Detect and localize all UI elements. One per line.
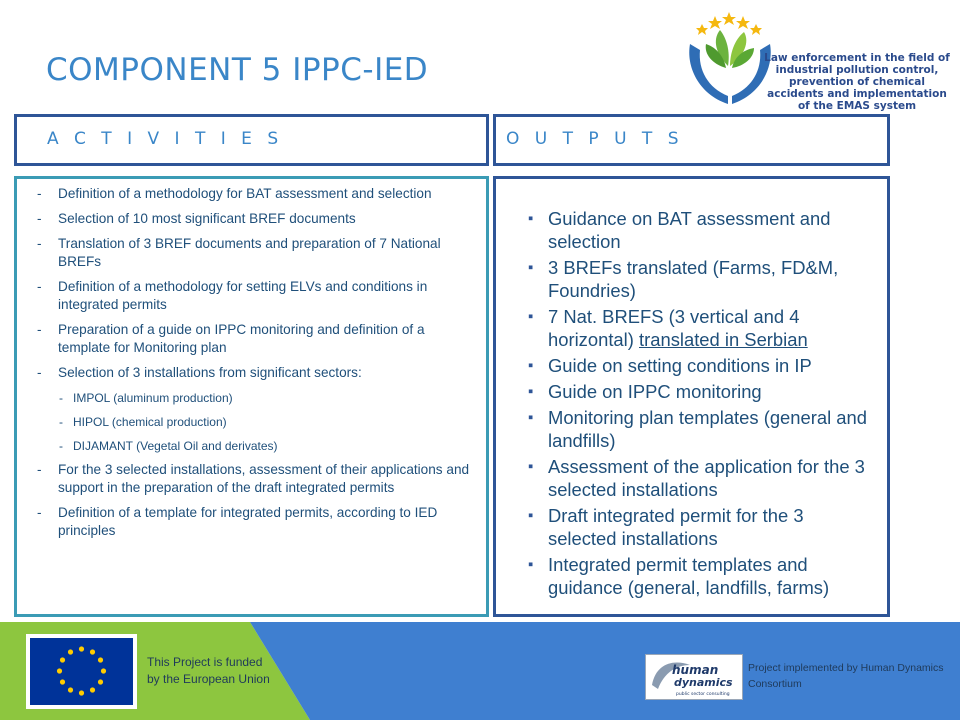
list-item: ▪ Guide on IPPC monitoring xyxy=(528,380,877,403)
implementation-text: Project implemented by Human Dynamics Consortium xyxy=(748,662,944,690)
list-item-text: 7 Nat. BREFS (3 vertical and 4 horizontal) xyxy=(548,306,800,350)
activities-heading: A C T I V I T I E S xyxy=(47,129,284,149)
outputs-panel xyxy=(493,176,890,617)
hd-logo-tagline: public sector consulting xyxy=(676,692,730,697)
outputs-heading: O U T P U T S xyxy=(506,129,684,149)
outputs-list xyxy=(496,179,887,599)
list-item: ▪ 3 BREFs translated (Farms, FD&M, Foundries) xyxy=(528,256,877,302)
list-item: - For the 3 selected installations, assessment of their applications and support in the preparation of the draft integrated permits xyxy=(37,461,476,497)
list-item: - Definition of a template for integrated permits, according to IED principles xyxy=(37,504,476,540)
list-item: ▪ Guide on setting conditions in IP xyxy=(528,354,877,377)
list-item: - Preparation of a guide on IPPC monitoring and definition of a template for Monitoring plan xyxy=(37,321,476,357)
list-item: - Selection of 10 most significant BREF documents xyxy=(37,210,476,228)
list-item: ▪ Guidance on BAT assessment and selection xyxy=(528,207,877,253)
logo-caption: Law enforcement in the field of industrial pollution control, prevention of chemical accidents and implementation of the EMAS system xyxy=(764,52,950,112)
activities-list xyxy=(17,179,486,540)
list-item: - Definition of a methodology for setting ELVs and conditions in integrated permits xyxy=(37,278,476,314)
hd-logo-word: dynamics xyxy=(674,676,733,689)
activities-header xyxy=(14,114,489,166)
eu-flag-icon xyxy=(26,634,137,709)
eu-text-line: This Project is funded xyxy=(147,655,263,669)
list-item: ▪ Assessment of the application for the 3 selected installations xyxy=(528,455,877,501)
slide-title: COMPONENT 5 IPPC-IED xyxy=(46,52,429,88)
human-dynamics-logo-icon xyxy=(646,655,742,699)
list-item: - Selection of 3 installations from significant sectors: xyxy=(37,364,476,382)
activities-panel xyxy=(14,176,489,617)
eu-funding-text xyxy=(147,654,270,688)
list-item xyxy=(528,305,877,351)
list-item: ▪ Integrated permit templates and guidance (general, landfills, farms) xyxy=(528,553,877,599)
eu-flag xyxy=(26,634,137,709)
human-dynamics-logo xyxy=(645,654,743,700)
hd-logo-word: human xyxy=(672,663,719,677)
sub-list-item: - IMPOL (aluminum production) xyxy=(59,389,476,407)
list-item: - Translation of 3 BREF documents and preparation of 7 National BREFs xyxy=(37,235,476,271)
sub-list-item: - DIJAMANT (Vegetal Oil and derivates) xyxy=(59,437,476,455)
sub-list-item: - HIPOL (chemical production) xyxy=(59,413,476,431)
underlined-text: translated in Serbian xyxy=(639,329,808,350)
list-item: - Definition of a methodology for BAT assessment and selection xyxy=(37,185,476,203)
list-item: ▪ Draft integrated permit for the 3 selected installations xyxy=(528,504,877,550)
list-item: ▪ Monitoring plan templates (general and landfills) xyxy=(528,406,877,452)
outputs-header xyxy=(493,114,890,166)
eu-text-line: by the European Union xyxy=(147,672,270,686)
